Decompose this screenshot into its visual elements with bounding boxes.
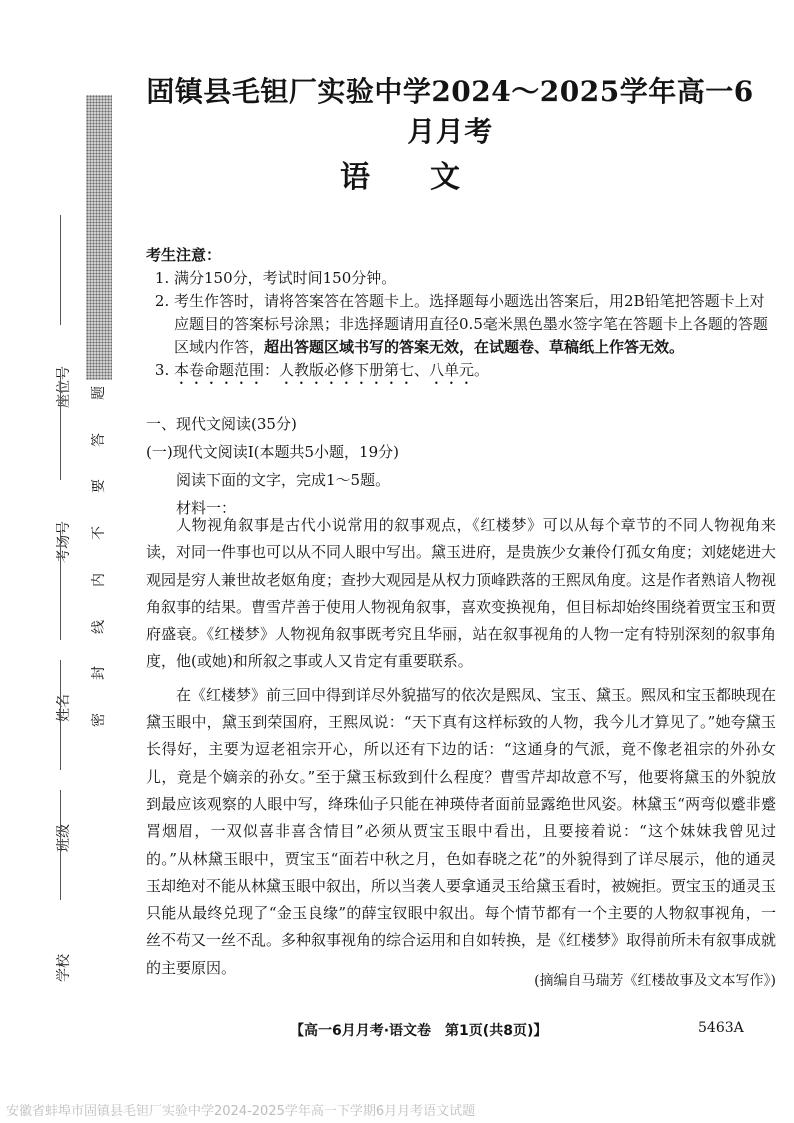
notice-heading: 考生注意： <box>146 246 222 264</box>
seat-number-field <box>48 215 78 408</box>
subsection-heading: (一)现代文阅读Ⅰ(本题共5小题，19分) <box>146 443 399 461</box>
notice-list <box>146 267 776 388</box>
notice-item-text: 考生作答时，请将答案答在答题卡上。选择题每小题选出答案后，用2B铅笔把答题卡上对应题目的答案标号涂黑；非选择题请用直径0.5毫米黑色墨水签字笔在答题卡上各题的答题区域内作答， <box>174 292 768 356</box>
section-heading: 一、现代文阅读(35分) <box>146 415 297 433</box>
notice-item-text: 本卷命题范围：人教版必修下册第七、八单元。 <box>174 361 490 379</box>
reading-instruction: 阅读下面的文字，完成1～5题。 <box>176 471 391 489</box>
exam-title: 固镇县毛钽厂实验中学2024～2025学年高一6月月考 <box>146 75 754 148</box>
school-line <box>60 790 61 900</box>
seat-number-line <box>60 215 61 325</box>
class-label: 班级 <box>56 824 72 852</box>
binding-char: 封 <box>91 666 107 681</box>
binding-char: 线 <box>91 619 107 634</box>
passage-attribution: (摘编自马瑞芳《红楼故事及文本写作》) <box>534 973 776 989</box>
class-line <box>60 660 61 770</box>
source-watermark: 安徽省蚌埠市固镇县毛钽厂实验中学2024-2025学年高一下学期6月月考语文试题 <box>6 1104 476 1119</box>
exam-room-field <box>48 366 78 563</box>
notice-item <box>174 359 776 388</box>
exam-room-label: 考场号 <box>56 521 72 563</box>
notice-item-emphasis: 超出答题区域书写的答案无效，在试题卷、草稿纸上作答无效。 <box>264 338 685 356</box>
section-header <box>146 410 776 522</box>
binding-char: 不 <box>91 526 107 541</box>
material-label: 材料一： <box>176 499 237 517</box>
binding-char: 答 <box>91 432 107 447</box>
binding-char: 内 <box>91 572 107 587</box>
page-footer: 【高一6月月考·语文卷 第1页(共8页)】 <box>290 1023 548 1039</box>
reading-passage <box>146 512 776 982</box>
name-label: 姓名 <box>56 694 72 722</box>
school-field <box>48 790 78 982</box>
candidate-notice <box>146 244 776 388</box>
binding-char: 密 <box>91 712 107 727</box>
passage-paragraph: 在《红楼梦》前三回中得到详尽外貌描写的依次是熙凤、宝玉、黛玉。熙凤和宝玉都映现在黛玉眼中，黛玉到荣国府，王熙凤说：“天下真有这样标致的人物，我今儿才算见了。”她夸黛玉长得好，主要为逗老祖宗开心，所以还有下边的话：“这通身的气派，竟不像老祖宗的外孙女儿，竟是个嫡亲的孙女。”至于黛玉标致到什么程度？曹雪芹却故意不写，他要将黛玉的外貌放到最应该观察的人眼中写，绛珠仙子只能在神瑛侍者面前显露绝世风姿。林黛玉“两弯似蹙非蹙罥烟眉，一双似喜非喜含情目”必须从贾宝玉眼中看出，且要接着说：“这个妹妹我曾见过的。”从林黛玉眼中，贾宝玉“面若中秋之月，色如春晓之花”的外貌得到了详尽展示，他的通灵玉却绝对不能从林黛玉眼中叙出，所以当袭人要拿通灵玉给黛玉看时，被婉拒。贾宝玉的通灵玉只能从最终兑现了“金玉良缘”的薛宝钗眼中叙出。每个情节都有一个主要的人物叙事视角，一丝不苟又一丝不乱。多种叙事视角的综合运用和自如转换，是《红楼梦》取得前所未有叙事成就的主要原因。 <box>146 685 777 977</box>
paper-code: 5463A <box>698 1020 744 1036</box>
passage-paragraph: 人物视角叙事是古代小说常用的叙事观点，《红楼梦》可以从每个章节的不同人物视角来读，对同一件事也可以从不同人眼中写出。黛玉进府，是贵族少女兼伶仃孤女角度；刘姥姥进大观园是穷人兼世故老妪角度；查抄大观园是从权力顶峰跌落的王熙凤角度。这是作者熟谙人物视角叙事的结果。曹雪芹善于使用人物视角叙事，喜欢变换视角，但目标却始终围绕着贾宝玉和贾府盛衰。《红楼梦》人物视角叙事既考究且华丽，站在叙事视角的人物一定有特别深刻的叙事角度，他(或她)和所叙之事或人又肯定有重要联系。 <box>146 516 777 671</box>
notice-item <box>174 290 776 359</box>
binding-strip <box>86 95 112 733</box>
subject-title: 语文 <box>340 160 520 195</box>
school-label: 学校 <box>56 954 72 982</box>
exam-room-line <box>60 370 61 480</box>
seat-number-label: 座位号 <box>56 366 72 408</box>
binding-warning <box>86 380 112 733</box>
name-line <box>60 530 61 640</box>
notice-item: 1. 满分150分，考试时间150分钟。 <box>174 267 776 290</box>
binding-char: 题 <box>91 386 107 400</box>
binding-char: 要 <box>91 479 107 494</box>
